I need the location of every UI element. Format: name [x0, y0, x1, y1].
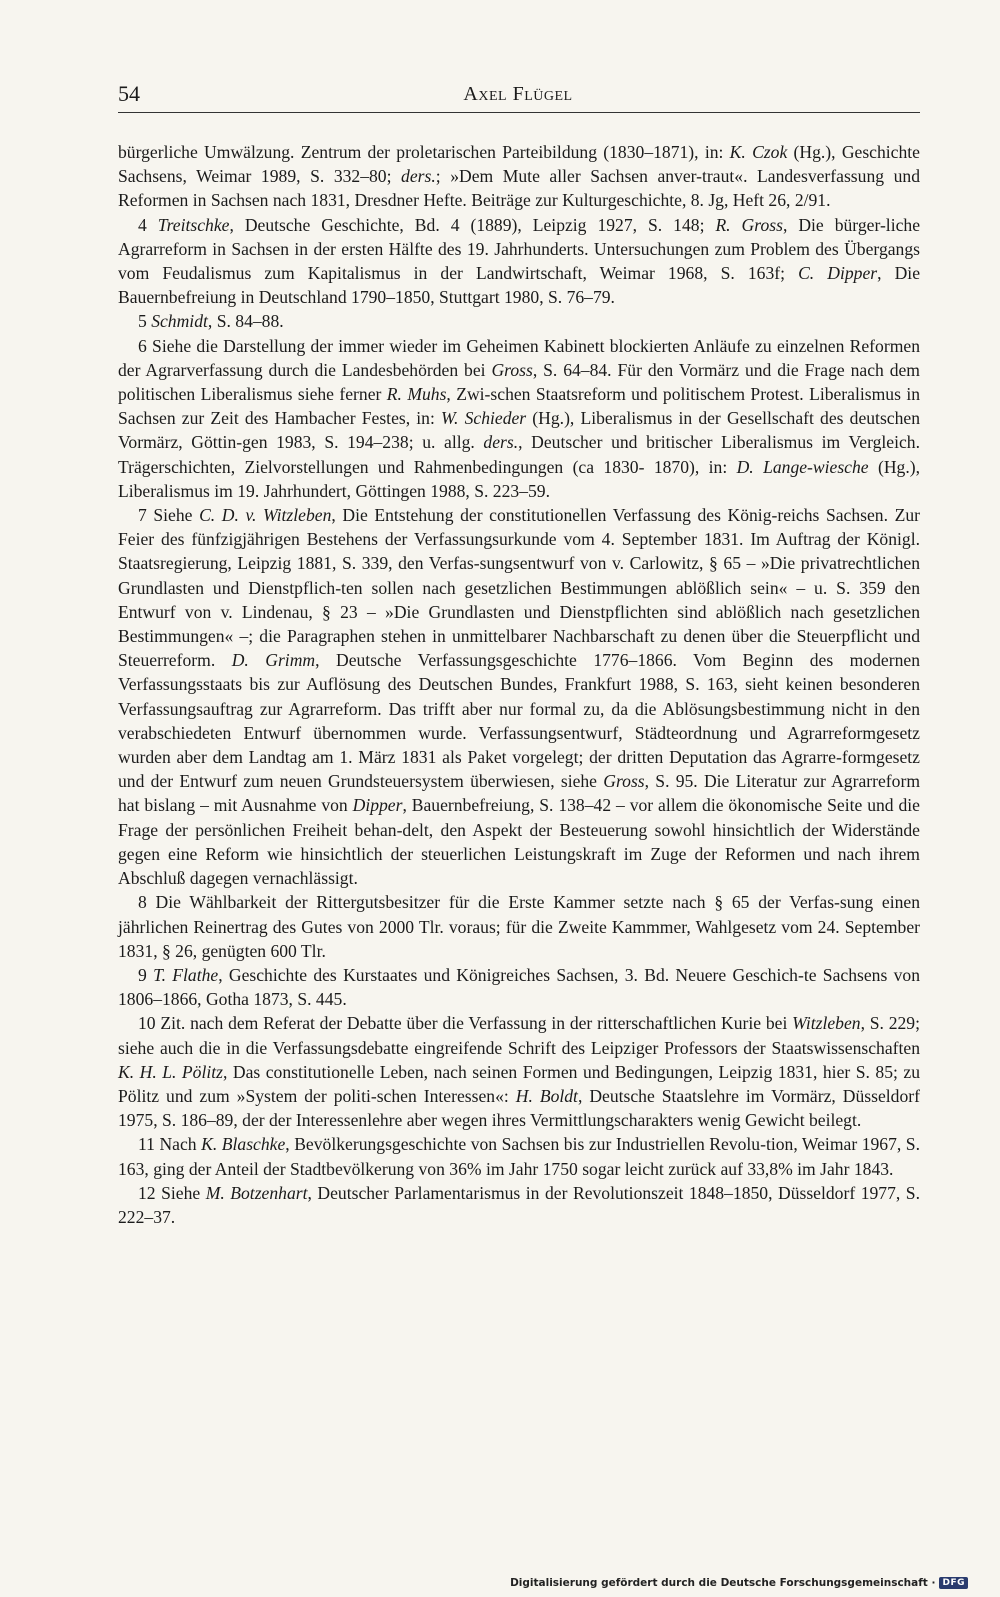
digitization-credit [510, 1577, 968, 1589]
footnote-author: Gross [491, 359, 533, 380]
footnote-text: , Die Bauernbefreiung in Deutschland 1790–1850, Stuttgart 1980, S. 76–79. [118, 263, 921, 308]
credit-text: Digitalisierung gefördert durch die Deutsche Forschungsgemeinschaft · [510, 1577, 936, 1589]
footnote-author: Witzleben [792, 1013, 861, 1034]
footnote-author: H. Boldt [515, 1085, 578, 1106]
footnote-text: bürgerliche Umwälzung. Zentrum der proletarischen Parteibildung (1830–1871), in: [118, 142, 730, 162]
footnote-text: 6 Siehe die Darstellung der immer wieder im Geheimen Kabinett blockierten Anläufe zu einzelnen Reformen der Agrarverfassung durch die Landesbehörden bei [118, 335, 920, 380]
footnote [118, 140, 920, 213]
footnote-text: 4 [138, 214, 158, 235]
footnote [118, 213, 920, 310]
page-header [118, 80, 918, 110]
footnote-author: D. Lange-wiesche [736, 456, 869, 477]
footnote [118, 334, 920, 503]
footnote [118, 1132, 920, 1180]
footnote-text: , Deutscher und britischer Liberalismus im Vergleich. Trägerschichten, Zielvorstellungen und Rahmenbedingungen (ca 1830- 1870), in: [118, 432, 920, 477]
header-rule [118, 112, 920, 113]
footnote-author: T. Flathe [153, 964, 219, 985]
footnote-text: , Die bürger-liche Agrarreform in Sachsen in der ersten Hälfte des 19. Jahrhunderts. Untersuchungen zum Problem des Übergangs vom Feudalismus zum Kapitalismus in der Landwirtschaft, Weimar 1968, S. 163f; [118, 214, 920, 284]
footnote [118, 963, 920, 1011]
footnote-text: , S. 84–88. [207, 311, 284, 332]
footnote-text: , Deutsche Staatslehre im Vormärz, Düsseldorf 1975, S. 186–89, der der Interessenlehre aber wegen ihres Vermittlungscharakters wenig Gewicht beilegt. [118, 1085, 920, 1131]
footnote-text: , S. 95. Die Literatur zur Agrarreform hat bislang – mit Ausnahme von [118, 771, 920, 816]
page-number: 54 [118, 81, 140, 106]
footnote-author: C. D. v. Witzleben [199, 505, 332, 526]
footnote-author: K. H. L. Pölitz [118, 1061, 223, 1082]
footnote-author: C. Dipper [798, 263, 878, 284]
footnote-text: , Bevölkerungsgeschichte von Sachsen bis zur Industriellen Revolu-tion, Weimar 1967, S. 163, ging der Anteil der Stadtbevölkerung von 36% im Jahr 1750 sogar leicht zurück auf 33,8% im Jahr 1843. [118, 1134, 920, 1179]
footnote [118, 1181, 920, 1229]
footnote-text: 11 Nach [138, 1134, 202, 1155]
footnote-text: 8 Die Wählbarkeit der Rittergutsbesitzer für die Erste Kammer setzte nach § 65 der Verfas-sung einen jährlichen Reinertrag des Gutes von 2000 Tlr. voraus; für die Zweite Kammmer, Wahlgesetz vom 24. September 1831, § 26, genügten 600 Tlr. [118, 892, 920, 961]
footnote-text: 5 [138, 311, 152, 332]
footnote-text: , S. 64–84. Für den Vormärz und die Frage nach dem politischen Liberalismus siehe ferner [118, 359, 920, 405]
footnote-author: ders. [483, 432, 519, 453]
footnote [118, 890, 920, 963]
footnote [118, 309, 920, 333]
footnote-author: D. Grimm [231, 650, 316, 671]
footnote-author: K. Czok [729, 142, 788, 162]
footnote-author: R. Muhs [386, 384, 447, 405]
footnote-text: , Das constitutionelle Leben, nach seinen Formen und Bedingungen, Leipzig 1831, hier S. 85; zu Pölitz und zum »System der politi-schen Interessen«: [118, 1061, 920, 1106]
footnote-text: (Hg.), Liberalismus in der Gesellschaft des deutschen Vormärz, Göttin-gen 1983, S. 194–238; u. allg. [118, 408, 921, 453]
footnote-author: Schmidt [151, 311, 208, 332]
footnote [118, 1011, 920, 1132]
footnote-text: , S. 229; siehe auch die in die Verfassungsdebatte eingreifende Schrift des Leipziger Professors der Staatswissenschaften [118, 1013, 920, 1058]
running-head: Axel Flügel [463, 83, 573, 105]
footnote-author: Treitschke [157, 214, 230, 235]
footnote-text: , Zwi-schen Staatsreform und politischem Protest. Liberalismus in Sachsen zur Zeit des Hambacher Festes, in: [118, 384, 921, 429]
footnotes [118, 140, 920, 1229]
footnote-text: , Deutsche Geschichte, Bd. 4 (1889), Leipzig 1927, S. 148; [229, 214, 716, 235]
footnote-text: (Hg.), Liberalismus im 19. Jahrhundert, Göttingen 1988, S. 223–59. [118, 456, 920, 501]
footnote-text: , Deutscher Parlamentarismus in der Revolutionszeit 1848–1850, Düsseldorf 1977, S. 222–37. [118, 1182, 920, 1227]
footnote-text: ; »Dem Mute aller Sachsen anver-traut«. Landesverfassung und Reformen in Sachsen nach 1831, Dresdner Hefte. Beiträge zur Kulturgeschichte, 8. Jg, Heft 26, 2/91. [118, 166, 920, 211]
footnote-author: Gross [603, 771, 645, 792]
footnote-text: , Geschichte des Kurstaates und Königreiches Sachsen, 3. Bd. Neuere Geschich-te Sachsens von 1806–1866, Gotha 1873, S. 445. [118, 964, 920, 1010]
footnote-text: , Die Entstehung der constitutionellen Verfassung des König-reichs Sachsen. Zur Feier des fünfzigjährigen Bestehens der Verfassungsurkunde vom 4. September 1831. Im Auftrag der Königl. Staatsregierung, Leipzig 1881, S. 339, den Verfas-sungsentwurf von v. Carlowitz, § 65 – »Die privatrechtlichen Grundlasten und Dienstpflich-ten sollen nach gesetzlichen Bestimmungen ablößlich sein« – u. S. 359 den Entwurf von v. Lindenau, § 23 – »Die Grundlasten und Dienstpflichten sind ablößlich nach gesetzlichen Bestimmungen« –; die Paragraphen stehen in unmittelbarer Nachbarschaft zu denen über die Steuerpflicht und Steuerreform. [118, 505, 920, 671]
footnote-text: 9 [138, 964, 154, 985]
footnote [118, 503, 920, 890]
footnote-author: W. Schieder [441, 408, 527, 429]
footnote-text: 7 Siehe [138, 505, 200, 526]
footnote-text: 12 Siehe [138, 1182, 206, 1203]
footnote-text: (Hg.), Geschichte Sachsens, Weimar 1989, S. 332–80; [118, 142, 920, 187]
dfg-logo-icon: DFG [939, 1577, 968, 1589]
footnote-author: R. Gross [715, 214, 783, 235]
footnote-author: M. Botzenhart [205, 1182, 308, 1203]
footnote-author: ders. [401, 166, 436, 187]
footnote-author: Dipper [352, 795, 403, 816]
footnote-text: , Deutsche Verfassungsgeschichte 1776–1866. Vom Beginn des modernen Verfassungsstaats bis zur Auflösung des Deutschen Bundes, Frankfurt 1988, S. 163, sieht keinen besonderen Verfassungsauftrag zur Agrarreform. Das trifft aber nur formal zu, da die Ablösungsbestimmung nicht in den verabschiedeten Entwurf übernommen wurde. Verfassungsentwurf, Städteordnung und Agrarreformgesetz wurden aber dem Landtag am 1. März 1831 als Paket vorgelegt; der dritten Deputation das Agrarre-formgesetz und der Entwurf zum neuen Grundsteuersystem überwiesen, siehe [118, 650, 920, 792]
footnote-text: , Bauernbefreiung, S. 138–42 – vor allem die ökonomische Seite und die Frage der persönlichen Freiheit behan-delt, den Aspekt der Besteuerung sowohl hinsichtlich der Widerstände gegen eine Reform wie hinsichtlich der steuerlichen Leistungskraft im Zuge der Reformen und nach ihrem Abschluß dagegen vernachlässigt. [118, 795, 920, 889]
footnote-text: 10 Zit. nach dem Referat der Debatte über die Verfassung in der ritterschaftlichen Kurie bei [138, 1013, 793, 1034]
footnote-author: K. Blaschke [201, 1134, 286, 1155]
